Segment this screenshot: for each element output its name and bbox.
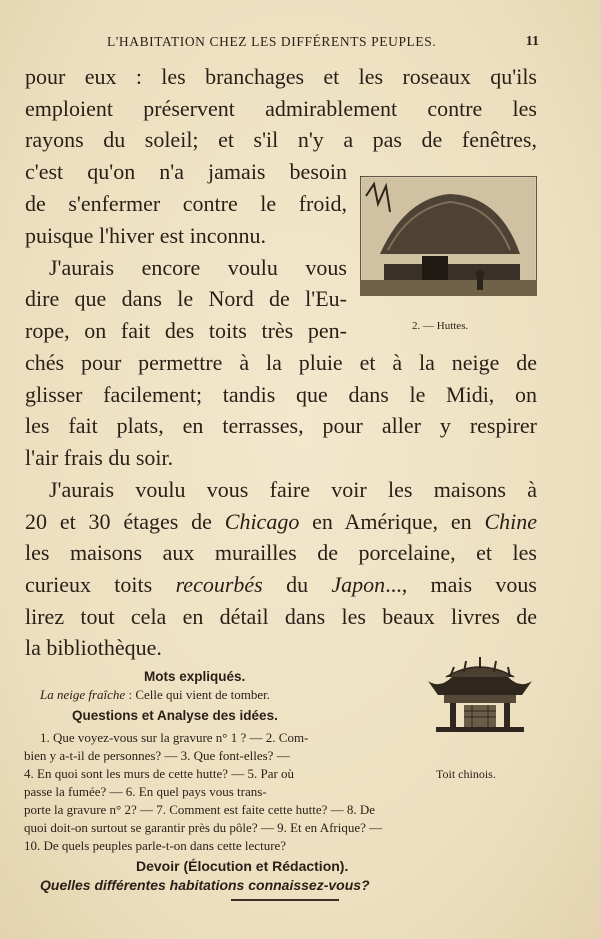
divider <box>231 899 339 901</box>
section-heading: Devoir (Élocution et Rédaction). <box>136 858 349 874</box>
place-name: Japon <box>331 572 386 597</box>
body-line: de s'enfermer contre le froid, <box>25 191 347 216</box>
body-line: pour eux : les branchages et les roseaux qu'ils <box>25 64 537 89</box>
body-line: c'est qu'on n'a jamais besoin <box>25 159 347 184</box>
text-run: du <box>262 572 332 597</box>
body-line: glisser facilement; tandis que dans le Midi, on <box>25 382 537 407</box>
devoir-question: Quelles différentes habitations connaissez-vous? <box>40 877 370 893</box>
question-line: 1. Que voyez-vous sur la gravure n° 1 ? — 2. Com- <box>40 730 309 745</box>
vocabulary-term: La neige fraîche <box>40 687 126 702</box>
question-line: porte la gravure n° 2? — 7. Comment est faite cette hutte? — 8. De <box>24 802 376 817</box>
text-run: 20 et 30 étages de <box>25 509 225 534</box>
question-line: quoi doit-on surtout se garantir près du pôle? — 9. Et en Afrique? — <box>24 820 383 835</box>
body-line: la bibliothèque. <box>25 635 162 660</box>
body-line: puisque l'hiver est inconnu. <box>25 223 267 248</box>
text-run: curieux toits <box>25 572 176 597</box>
body-line: emploient préservent admirablement contre les <box>25 96 537 121</box>
body-line: l'air frais du soir. <box>25 445 174 470</box>
body-line: chés pour permettre à la pluie et à la neige de <box>25 350 537 375</box>
section-heading: Mots expliqués. <box>144 669 246 684</box>
question-line: passe la fumée? — 6. En quel pays vous trans- <box>24 784 267 799</box>
running-head <box>0 34 601 54</box>
body-line: lirez tout cela en détail dans les beaux livres de <box>25 604 537 629</box>
figure-caption: 2. — Huttes. <box>412 320 469 332</box>
text-run: en Amérique, en <box>299 509 485 534</box>
question-line: 10. De quels peuples parle-t-on dans cette lecture? <box>24 838 287 853</box>
figure-caption: Toit chinois. <box>436 767 496 781</box>
place-name: Chine <box>484 509 537 534</box>
body-line: rope, on fait des toits très pen- <box>25 318 347 343</box>
body-line <box>25 572 537 598</box>
vocabulary-entry <box>40 686 270 703</box>
huttes-engraving <box>360 176 537 296</box>
vocabulary-definition: : Celle qui vient de tomber. <box>125 687 270 702</box>
body-line: J'aurais voulu vous faire voir les maisons à <box>49 477 537 502</box>
chinese-roof-engraving <box>424 655 536 733</box>
body-line: dire que dans le Nord de l'Eu- <box>25 286 347 311</box>
body-line <box>25 509 537 535</box>
text-run: ..., mais vous <box>385 572 537 597</box>
body-line: J'aurais encore voulu vous <box>49 255 347 280</box>
page-number: 11 <box>525 34 539 49</box>
body-line: les fait plats, en terrasses, pour aller y respirer <box>25 413 537 438</box>
question-line: bien y a-t-il de personnes? — 3. Que font-elles? — <box>24 748 290 763</box>
question-line: 4. En quoi sont les murs de cette hutte? — 5. Par où <box>24 766 295 781</box>
body-line: les maisons aux murailles de porcelaine, et les <box>25 540 537 565</box>
body-line: rayons du soleil; et s'il n'y a pas de fenêtres, <box>25 127 537 152</box>
place-name: Chicago <box>224 509 300 534</box>
chapter-title: L'HABITATION CHEZ LES DIFFÉRENTS PEUPLES. <box>107 34 437 49</box>
emphasis: recourbés <box>175 572 263 597</box>
section-heading: Questions et Analyse des idées. <box>72 708 278 723</box>
